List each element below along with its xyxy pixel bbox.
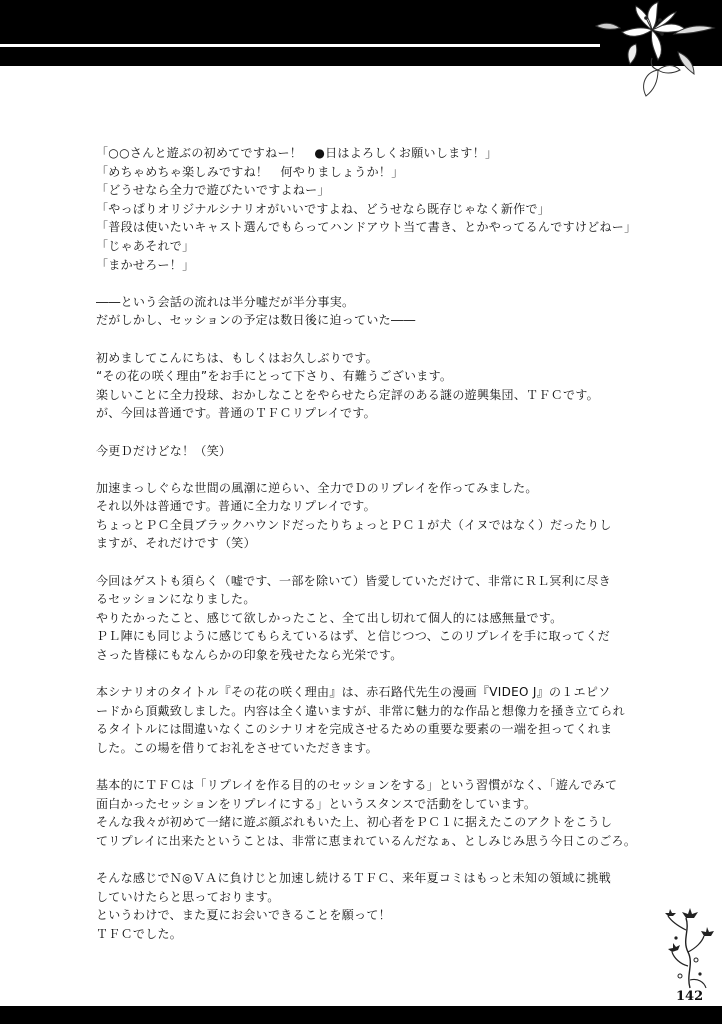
narration-line: だがしかし、セッションの予定は数日後に迫っていた―― (96, 313, 416, 328)
signature-line: ＴＦＣでした。 (96, 926, 183, 941)
footer-band (0, 1006, 722, 1024)
dialogue-line: 「やっぱりオリジナルシナリオがいいですよね、どうせなら既存じゃなく新作で」 (96, 201, 551, 216)
header-rule (0, 44, 600, 47)
intro-line: 初めましてこんにちは、もしくはお久しぶりです。 (96, 350, 378, 365)
aside-line: 今更Ｄだけどな！（笑） (96, 443, 232, 458)
intro-line: が、今回は普通です。普通のＴＦＣリプレイです。 (96, 406, 376, 421)
afterword-body (96, 144, 656, 944)
paragraph-line: さった皆様にもなんらかの印象を残せたなら光栄です。 (96, 648, 403, 663)
paragraph-line: そんな我々が初めて一緒に遊ぶ顔ぶれもいた上、初心者をＰＣ１に据えたこのアクトをこうし (96, 815, 613, 830)
paragraph-line: していけたらと思っております。 (96, 889, 280, 904)
paragraph-line: 加速まっしぐらな世間の風潮に逆らい、全力でＤのリプレイを作ってみました。 (96, 480, 538, 495)
paragraph-line: 基本的にＴＦＣは「リプレイを作る目的のセッションをする」という習慣がなく、「遊んでみて (96, 778, 618, 793)
lily-icon (590, 0, 722, 104)
paragraph-line: 面白かったセッションをリプレイにする」というスタンスで活動をしています。 (96, 796, 537, 811)
paragraph-line: るセッションになりました。 (96, 592, 256, 607)
dialogue-line: 「どうせなら全力で遊びたいですよねー」 (96, 183, 330, 198)
paragraph-line: した。この場を借りてお礼をさせていただきます。 (96, 741, 378, 755)
dialogue-line: 「普段は使いたいキャスト選んでもらってハンドアウト当て書き、とかやってるんですけどねー」 (96, 220, 637, 235)
flower-vine-icon (660, 908, 716, 990)
intro-line: “その花の咲く理由”をお手にとって下さり、有難うございます。 (96, 369, 453, 384)
dialogue-line: 「じゃあそれで」 (96, 238, 195, 253)
page-number: 142 (676, 989, 704, 1004)
narration-line: ――という会話の流れは半分嘘だが半分事実。 (96, 294, 355, 309)
dialogue-line: 「めちゃめちゃ楽しみですね！ 何やりましょうか！」 (96, 164, 404, 179)
paragraph-line: そんな感じでＮ◎ＶＡに負けじと加速し続けるＴＦＣ、来年夏コミはもっと未知の領域に挑戦 (96, 871, 612, 886)
paragraph-line: ちょっとＰＣ全員ブラックハウンドだったりちょっとＰＣ１が犬（イヌではなく）だったりし (96, 517, 612, 532)
paragraph-line: てリプレイに出来たということは、非常に恵まれているんだなぁ、としみじみ思う今日このごろ。 (96, 833, 637, 848)
paragraph-line: るタイトルには間違いなくこのシナリオを完成させるための重要な要素の一端を担ってくれま (96, 722, 613, 737)
paragraph-line: ードから頂戴致しました。内容は全く違いますが、非常に魅力的な作品と想像力を掻き立てられ (96, 703, 625, 718)
paragraph-line: ますが、それだけです（笑） (96, 536, 256, 551)
paragraph-line: 今回はゲストも須らく（嘘です、一部を除いて）皆愛していただけて、非常にＲＬ冥利に尽き (96, 573, 611, 588)
dialogue-line: 「○○さんと遊ぶの初めてですねー！ ●日はよろしくお願いします！」 (96, 146, 498, 160)
paragraph-line: 本シナリオのタイトル『その花の咲く理由』は、赤石路代先生の漫画『VIDEO J』の１エピソ (96, 685, 611, 700)
paragraph-line: ＰＬ陣にも同じように感じてもらえているはず、と信じつつ、このリプレイを手に取ってくだ (96, 629, 611, 644)
paragraph-line: それ以外は普通です。普通に全力なリプレイです。 (96, 499, 376, 514)
paragraph-line: というわけで、また夏にお会いできることを願って！ (96, 908, 391, 923)
intro-line: 楽しいことに全力投球、おかしなことをやらせたら定評のある謎の遊興集団、ＴＦＣです。 (96, 387, 599, 402)
paragraph-line: やりたかったこと、感じて欲しかったこと、全て出し切れて個人的には感無量です。 (96, 610, 563, 625)
dialogue-line: 「まかせろー！」 (96, 257, 195, 272)
